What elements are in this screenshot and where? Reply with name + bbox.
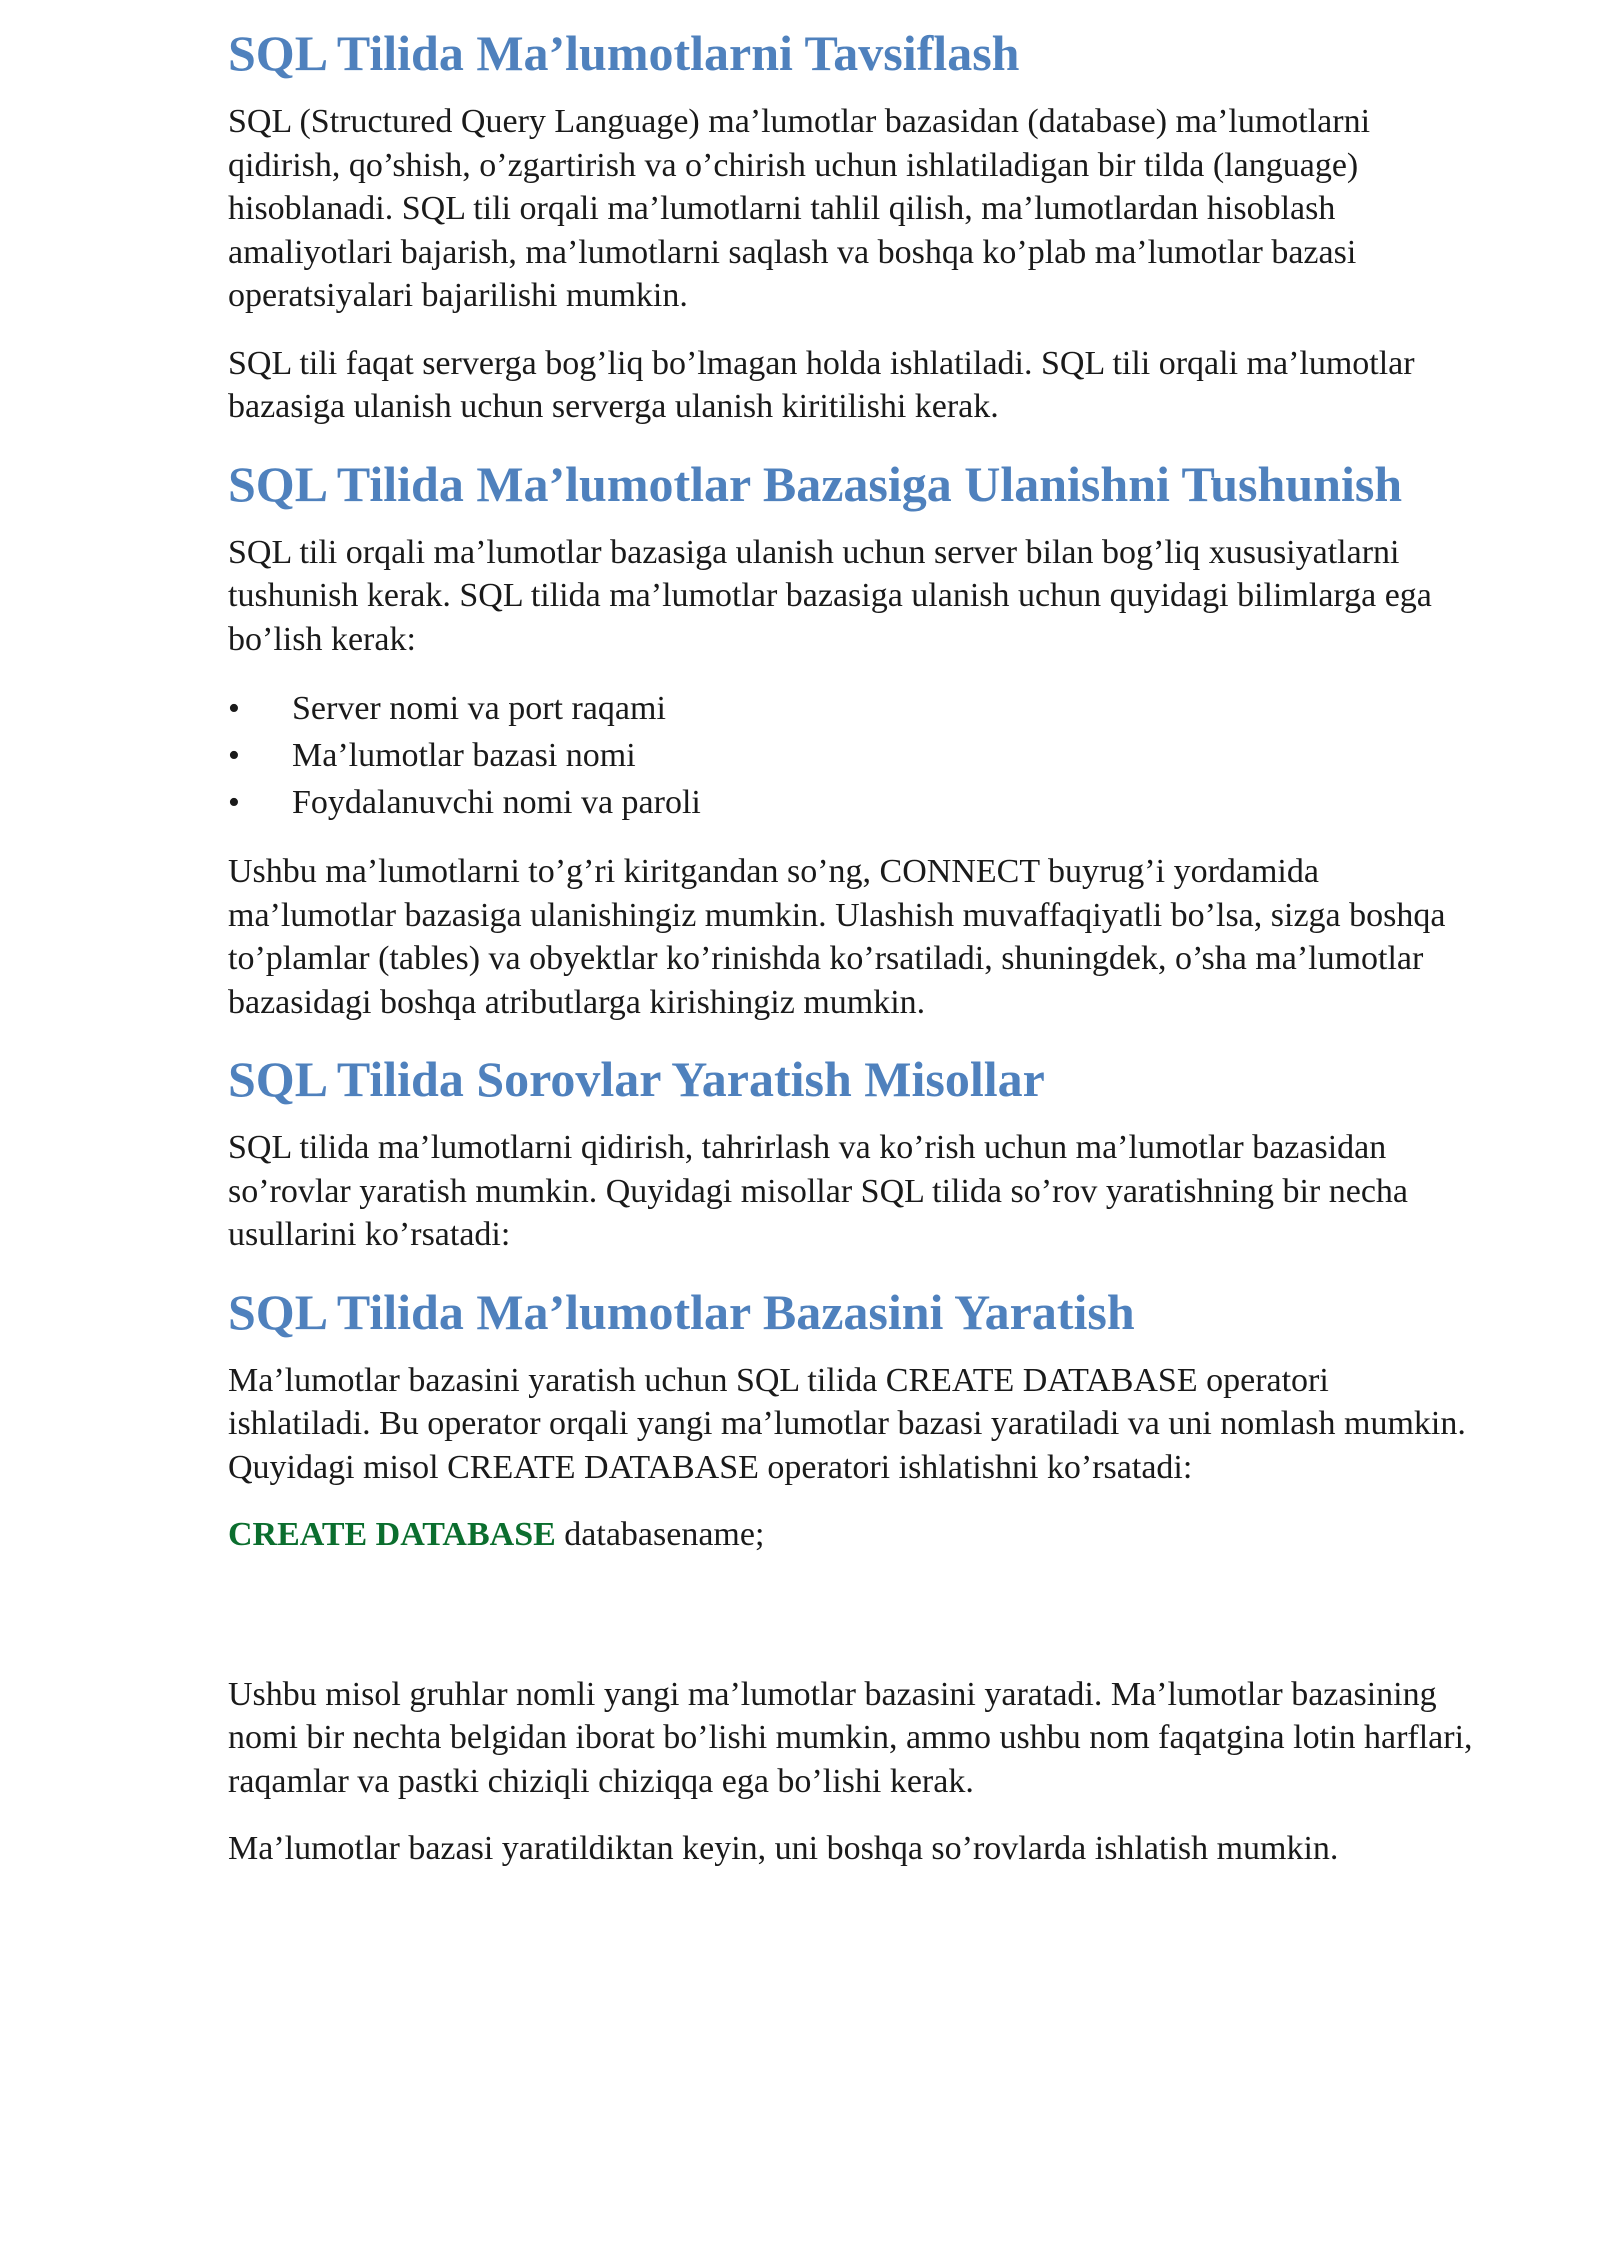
spacer <box>228 1581 1478 1673</box>
list-item-text: Server nomi va port raqami <box>292 690 666 727</box>
requirements-list <box>228 685 1478 826</box>
list-item-text: Foydalanuvchi nomi va paroli <box>292 784 701 821</box>
list-item <box>228 779 1478 826</box>
paragraph: Ushbu misol gruhlar nomli yangi ma’lumotlar bazasini yaratadi. Ma’lumotlar bazasining nomi bir nechta belgidan iborat bo’lishi mumkin, ammo ushbu nom faqatgina lotin harflari, raqamlar va pastki chiziqli chiziqqa ega bo’lishi kerak. <box>228 1675 1473 1800</box>
paragraph: SQL tili orqali ma’lumotlar bazasiga ulanish uchun server bilan bog’liq xususiyatlarni tushunish kerak. SQL tilida ma’lumotlar bazasiga ulanish uchun quyidagi bilimlarga ega bo’lish kerak: <box>228 533 1432 658</box>
section-heading-tavsiflash: SQL Tilida Ma’lumotlarni Tavsiflash <box>228 25 1020 81</box>
code-rest: databasename; <box>555 1516 765 1553</box>
bullet-icon: • <box>228 737 240 774</box>
paragraph: SQL tili faqat serverga bog’liq bo’lmagan holda ishlatiladi. SQL tili orqali ma’lumotlar bazasiga ulanish uchun serverga ulanish kiritilishi kerak. <box>228 344 1415 425</box>
list-item <box>228 685 1478 732</box>
list-item-text: Ma’lumotlar bazasi nomi <box>292 737 636 774</box>
section-heading-sorovlar: SQL Tilida Sorovlar Yaratish Misollar <box>228 1051 1045 1107</box>
paragraph: Ma’lumotlar bazasini yaratish uchun SQL tilida CREATE DATABASE operatori ishlatiladi. Bu operator orqali yangi ma’lumotlar bazasi yaratiladi va uni nomlash mumkin. Quyidagi misol CREATE DATABASE operatori ishlatishni ko’rsatadi: <box>228 1361 1466 1486</box>
code-example <box>228 1513 1478 1557</box>
paragraph: Ushbu ma’lumotlarni to’g’ri kiritgandan so’ng, CONNECT buyrug’i yordamida ma’lumotlar bazasiga ulanishingiz mumkin. Ulashish muvaffaqiyatli bo’lsa, sizga boshqa to’plamlar (tables) va obyektlar ko’rinishda ko’rsatiladi, shuningdek, o’sha ma’lumotlar bazasidagi boshqa atributlarga kirishingiz mumkin. <box>228 853 1446 1021</box>
section-heading-yaratish: SQL Tilida Ma’lumotlar Bazasini Yaratish <box>228 1283 1135 1340</box>
bullet-icon: • <box>228 690 240 727</box>
document-page <box>228 22 1478 1895</box>
section-heading-ulanish: SQL Tilida Ma’lumotlar Bazasiga Ulanishni Tushunish <box>228 455 1403 512</box>
paragraph: Ma’lumotlar bazasi yaratildiktan keyin, uni boshqa so’rovlarda ishlatish mumkin. <box>228 1830 1339 1867</box>
paragraph: SQL (Structured Query Language) ma’lumotlar bazasidan (database) ma’lumotlarni qidirish, qo’shish, o’zgartirish va o’chirish uchun ishlatiladigan bir tilda (language) hisoblanadi. SQL tili orqali ma’lumotlarni tahlil qilish, ma’lumotlardan hisoblash amaliyotlari bajarish, ma’lumotlarni saqlash va boshqa ko’plab ma’lumotlar bazasi operatsiyalari bajarilishi mumkin. <box>228 103 1371 314</box>
bullet-icon: • <box>228 784 240 821</box>
paragraph: SQL tilida ma’lumotlarni qidirish, tahrirlash va ko’rish uchun ma’lumotlar bazasidan so’rovlar yaratish mumkin. Quyidagi misollar SQL tilida so’rov yaratishning bir necha usullarini ko’rsatadi: <box>228 1129 1409 1253</box>
list-item <box>228 732 1478 779</box>
code-keyword: CREATE DATABASE <box>228 1516 556 1553</box>
